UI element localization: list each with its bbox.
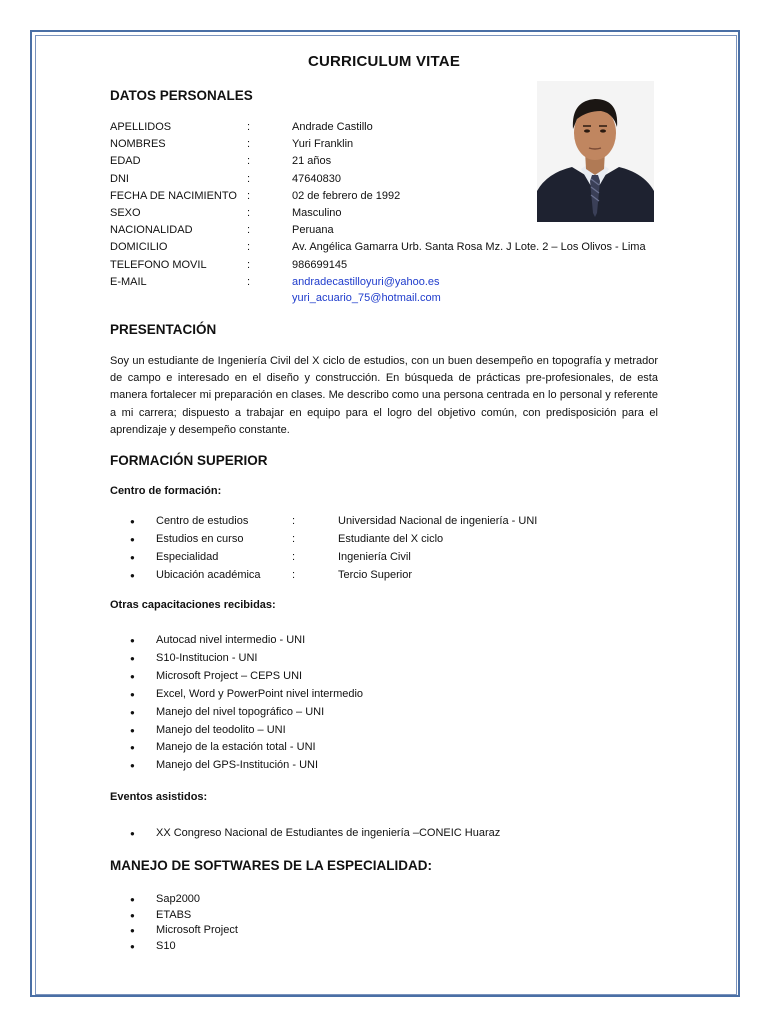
bullet-icon: ●: [130, 926, 135, 936]
field-value: Estudiante del X ciclo: [338, 533, 444, 545]
email-primary-link[interactable]: andradecastilloyuri@yahoo.es: [292, 275, 440, 288]
list-item-text: S10-Institucion - UNI: [156, 651, 258, 664]
field-separator: :: [247, 258, 251, 271]
field-value: Ingeniería Civil: [338, 551, 411, 563]
document-title: CURRICULUM VITAE: [307, 53, 461, 70]
list-item-text: Sap2000: [156, 893, 201, 905]
eventos-asistidos-label: Eventos asistidos:: [110, 791, 208, 803]
list-item-text: Excel, Word y PowerPoint nivel intermedio: [156, 687, 364, 700]
section-presentacion: PRESENTACIÓN: [110, 322, 217, 337]
bullet-icon: ●: [130, 553, 135, 562]
list-item-text: Estudios en curso: [156, 533, 244, 545]
bullet-icon: ●: [130, 743, 135, 753]
field-label: FECHA DE NACIMIENTO: [110, 189, 237, 202]
list-item-text: Centro de estudios: [156, 515, 249, 527]
email-secondary-link[interactable]: yuri_acuario_75@hotmail.com: [292, 292, 441, 304]
section-softwares: MANEJO DE SOFTWARES DE LA ESPECIALIDAD:: [110, 858, 433, 873]
list-item-text: Manejo del teodolito – UNI: [156, 723, 286, 736]
field-value: 02 de febrero de 1992: [292, 189, 401, 202]
bullet-icon: ●: [130, 761, 135, 771]
list-item-text: Microsoft Project – CEPS UNI: [156, 669, 303, 682]
field-value: Andrade Castillo: [292, 121, 373, 133]
field-separator: :: [247, 121, 251, 133]
field-separator: :: [292, 551, 296, 563]
list-item-text: Especialidad: [156, 551, 219, 563]
list-item-text: Manejo del nivel topográfico – UNI: [156, 705, 325, 718]
field-value: Yuri Franklin: [292, 138, 354, 151]
list-item-text: Ubicación académica: [156, 569, 261, 581]
field-value: Masculino: [292, 207, 342, 219]
field-label: DOMICILIO: [110, 241, 168, 254]
field-value: Av. Angélica Gamarra Urb. Santa Rosa Mz. J Lote. 2 – Los Olivos - Lima: [292, 241, 646, 254]
list-item-text: ETABS: [156, 908, 192, 921]
field-separator: :: [292, 515, 296, 527]
bullet-icon: ●: [130, 910, 135, 920]
field-separator: :: [247, 224, 251, 237]
bullet-icon: ●: [130, 517, 135, 526]
list-item-text: Manejo del GPS-Institución - UNI: [156, 759, 319, 772]
field-label: EDAD: [110, 155, 141, 168]
bullet-icon: ●: [130, 653, 135, 663]
bullet-icon: ●: [130, 571, 135, 580]
field-value: 47640830: [292, 172, 341, 185]
field-separator: :: [247, 155, 251, 168]
field-label: TELEFONO MOVIL: [110, 258, 207, 271]
field-separator: :: [247, 138, 251, 151]
centro-formacion-label: Centro de formación:: [110, 485, 222, 497]
field-label: APELLIDOS: [110, 121, 172, 133]
field-label: SEXO: [110, 207, 141, 219]
field-separator: :: [247, 189, 251, 202]
list-item-text: Autocad nivel intermedio - UNI: [156, 634, 306, 646]
list-item-text: Manejo de la estación total - UNI: [156, 741, 316, 754]
bullet-icon: ●: [130, 895, 135, 904]
bullet-icon: ●: [130, 636, 135, 645]
list-item-text: S10: [156, 939, 176, 952]
section-datos-personales: DATOS PERSONALES: [110, 88, 253, 103]
profile-photo: [537, 81, 654, 222]
presentation-paragraph: Soy un estudiante de Ingeniería Civil del X ciclo de estudios, con un buen desempeño en topografía y metrador de campo e interesado en el diseño y construcción. En búsqueda de prácticas pre-profesionales, de esta manera fortalecer mi preparación en clases. Me describo como una persona centrada en lo personal y referente a mi carrera; dispuesto a trabajar en equipo para el logro del objetivo común, con predisposición para el aprendizaje y desempeño constante.: [110, 355, 658, 436]
list-item-text: Microsoft Project: [156, 924, 238, 937]
field-value: 986699145: [292, 258, 348, 271]
field-separator: :: [292, 569, 296, 581]
bullet-icon: ●: [130, 707, 135, 717]
field-label: E-MAIL: [110, 275, 147, 288]
bullet-icon: ●: [130, 941, 135, 951]
field-label: NOMBRES: [110, 138, 166, 151]
bullet-icon: ●: [130, 725, 135, 735]
field-value: Tercio Superior: [338, 569, 412, 581]
field-value: 21 años: [292, 155, 332, 168]
section-formacion-superior: FORMACIÓN SUPERIOR: [110, 453, 268, 468]
field-separator: :: [292, 533, 296, 545]
bullet-icon: ●: [130, 535, 135, 544]
list-item-text: XX Congreso Nacional de Estudiantes de ingeniería –CONEIC Huaraz: [156, 827, 501, 839]
field-label: DNI: [110, 172, 129, 185]
field-separator: :: [247, 275, 251, 288]
field-separator: :: [247, 207, 251, 219]
field-separator: :: [247, 172, 251, 185]
field-label: NACIONALIDAD: [110, 224, 193, 237]
field-value: Universidad Nacional de ingeniería - UNI: [338, 515, 538, 527]
field-value: Peruana: [292, 224, 334, 237]
bullet-icon: ●: [130, 689, 135, 699]
otras-capacitaciones-label: Otras capacitaciones recibidas:: [110, 599, 276, 611]
bullet-icon: ●: [130, 829, 135, 838]
bullet-icon: ●: [130, 671, 135, 681]
field-separator: :: [247, 241, 251, 254]
